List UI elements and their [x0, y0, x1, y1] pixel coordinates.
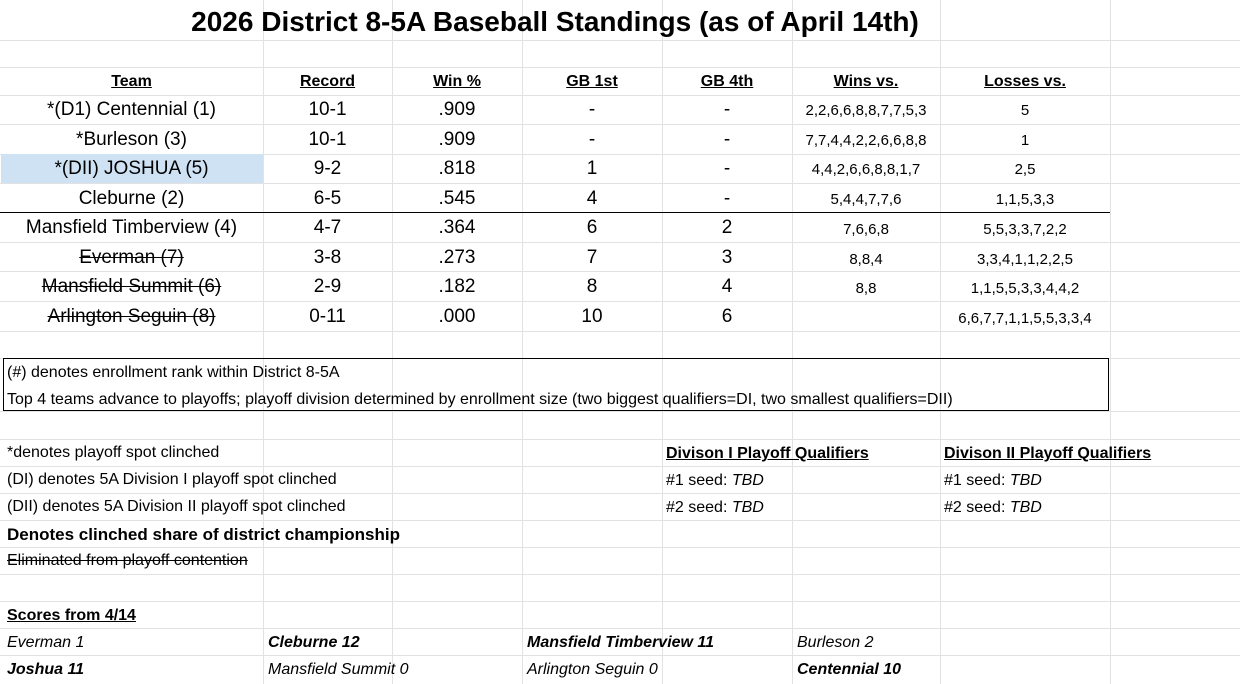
gb-1st-cell[interactable]: -	[588, 129, 596, 150]
d2-seed2-value: TBD	[1009, 499, 1042, 516]
header-gb-1st[interactable]: GB 1st	[566, 73, 618, 90]
division-i-qualifiers-title: Divison I Playoff Qualifiers	[666, 445, 869, 462]
d2-seed1-label: #1 seed:	[944, 472, 1006, 489]
wins-vs-cell[interactable]: 8,8	[855, 280, 877, 297]
score-team-winner[interactable]: Mansfield Timberview 11	[527, 634, 715, 651]
team-cell[interactable]: Mansfield Timberview (4)	[25, 217, 238, 238]
win-pct-cell[interactable]: .909	[438, 99, 476, 120]
record-cell[interactable]: 3-8	[313, 247, 342, 268]
team-cell-eliminated[interactable]: Arlington Seguin (8)	[47, 306, 216, 327]
d2-seed1-value: TBD	[1009, 472, 1042, 489]
record-cell[interactable]: 2-9	[313, 276, 342, 297]
record-cell[interactable]: 6-5	[313, 188, 342, 209]
gb-4th-cell[interactable]: 2	[721, 217, 733, 238]
scores-title: Scores from 4/14	[7, 607, 136, 624]
key-division-i: (DI) denotes 5A Division I playoff spot clinched	[7, 471, 337, 488]
score-team-winner[interactable]: Cleburne 12	[268, 634, 360, 651]
team-cell-eliminated[interactable]: Mansfield Summit (6)	[41, 276, 222, 297]
gb-4th-cell[interactable]: -	[723, 158, 731, 179]
d1-seed1-label: #1 seed:	[666, 472, 728, 489]
losses-vs-cell[interactable]: 6,6,7,7,1,1,5,5,3,3,4	[958, 310, 1092, 327]
score-team-winner[interactable]: Centennial 10	[797, 661, 902, 678]
gb-4th-cell[interactable]: 6	[721, 306, 733, 327]
losses-vs-cell[interactable]: 5,5,3,3,7,2,2	[983, 221, 1067, 238]
win-pct-cell[interactable]: .273	[438, 247, 476, 268]
gb-1st-cell[interactable]: 8	[586, 276, 598, 297]
d1-seed2-value: TBD	[731, 499, 764, 516]
losses-vs-cell[interactable]: 5	[1020, 102, 1030, 119]
team-cell-selected[interactable]: *(DII) JOSHUA (5)	[54, 158, 209, 179]
page-title: 2026 District 8-5A Baseball Standings (as of April 14th)	[191, 6, 919, 37]
header-record[interactable]: Record	[299, 73, 356, 90]
losses-vs-cell[interactable]: 2,5	[1014, 161, 1036, 178]
score-team-winner[interactable]: Joshua 11	[7, 661, 85, 678]
d2-seed2-label: #2 seed:	[944, 499, 1006, 516]
team-cell[interactable]: *Burleson (3)	[76, 129, 187, 150]
team-cell-eliminated[interactable]: Everman (7)	[79, 247, 184, 268]
header-win-pct[interactable]: Win %	[433, 73, 481, 90]
win-pct-cell[interactable]: .545	[438, 188, 476, 209]
win-pct-cell[interactable]: .818	[438, 158, 476, 179]
gb-4th-cell[interactable]: 4	[721, 276, 733, 297]
win-pct-cell[interactable]: .182	[438, 276, 476, 297]
record-cell[interactable]: 4-7	[313, 217, 342, 238]
division-ii-qualifiers-title: Divison II Playoff Qualifiers	[944, 445, 1152, 462]
key-eliminated: Eliminated from playoff contention	[7, 552, 248, 569]
gb-4th-cell[interactable]: 3	[721, 247, 733, 268]
score-team[interactable]: Mansfield Summit 0	[268, 661, 409, 678]
playoff-cutline	[0, 212, 1110, 213]
losses-vs-cell[interactable]: 1,1,5,5,3,3,4,4,2	[970, 280, 1080, 297]
record-cell[interactable]: 9-2	[313, 158, 342, 179]
legend-enrollment-note: (#) denotes enrollment rank within District 8-5A	[7, 364, 340, 381]
gb-1st-cell[interactable]: 10	[581, 306, 603, 327]
wins-vs-cell[interactable]: 2,2,6,6,8,8,7,7,5,3	[805, 102, 927, 119]
score-team[interactable]: Burleson 2	[797, 634, 874, 651]
key-clinched: *denotes playoff spot clinched	[7, 444, 220, 461]
header-gb-4th[interactable]: GB 4th	[700, 73, 754, 90]
gb-1st-cell[interactable]: 4	[586, 188, 598, 209]
gb-4th-cell[interactable]: -	[723, 129, 731, 150]
grid-col-line	[1110, 0, 1111, 684]
wins-vs-cell[interactable]: 8,8,4	[849, 251, 883, 268]
gb-1st-cell[interactable]: 6	[586, 217, 598, 238]
win-pct-cell[interactable]: .909	[438, 129, 476, 150]
gb-1st-cell[interactable]: 7	[586, 247, 598, 268]
header-team[interactable]: Team	[111, 73, 152, 90]
team-cell[interactable]: *(D1) Centennial (1)	[47, 99, 216, 120]
losses-vs-cell[interactable]: 3,3,4,1,1,2,2,5	[977, 251, 1073, 268]
key-champion: Denotes clinched share of district championship	[7, 525, 400, 544]
wins-vs-cell[interactable]: 7,6,6,8	[843, 221, 889, 238]
header-losses-vs[interactable]: Losses vs.	[984, 73, 1066, 90]
legend-playoff-note: Top 4 teams advance to playoffs; playoff division determined by enrollment size (two biggest qualifiers=DI, two smallest qualifiers=DII)	[7, 391, 953, 408]
gb-4th-cell[interactable]: -	[723, 188, 731, 209]
gb-4th-cell[interactable]: -	[723, 99, 731, 120]
wins-vs-cell[interactable]: 7,7,4,4,2,2,6,6,8,8	[805, 132, 927, 149]
record-cell[interactable]: 0-11	[309, 306, 346, 327]
team-cell[interactable]: Cleburne (2)	[78, 188, 185, 209]
losses-vs-cell[interactable]: 1	[1020, 132, 1030, 149]
record-cell[interactable]: 10-1	[308, 129, 347, 150]
win-pct-cell[interactable]: .000	[438, 306, 476, 327]
d1-seed2-label: #2 seed:	[666, 499, 728, 516]
score-team[interactable]: Arlington Seguin 0	[527, 661, 658, 678]
wins-vs-cell[interactable]: 5,4,4,7,7,6	[830, 191, 902, 208]
wins-vs-cell[interactable]: 4,4,2,6,6,8,8,1,7	[811, 161, 921, 178]
losses-vs-cell[interactable]: 1,1,5,3,3	[995, 191, 1055, 208]
win-pct-cell[interactable]: .364	[438, 217, 476, 238]
score-team[interactable]: Everman 1	[7, 634, 85, 651]
gb-1st-cell[interactable]: -	[588, 99, 596, 120]
d1-seed1-value: TBD	[731, 472, 764, 489]
key-division-ii: (DII) denotes 5A Division II playoff spot clinched	[7, 498, 346, 515]
header-wins-vs[interactable]: Wins vs.	[833, 73, 899, 90]
record-cell[interactable]: 10-1	[308, 99, 347, 120]
gb-1st-cell[interactable]: 1	[586, 158, 598, 179]
